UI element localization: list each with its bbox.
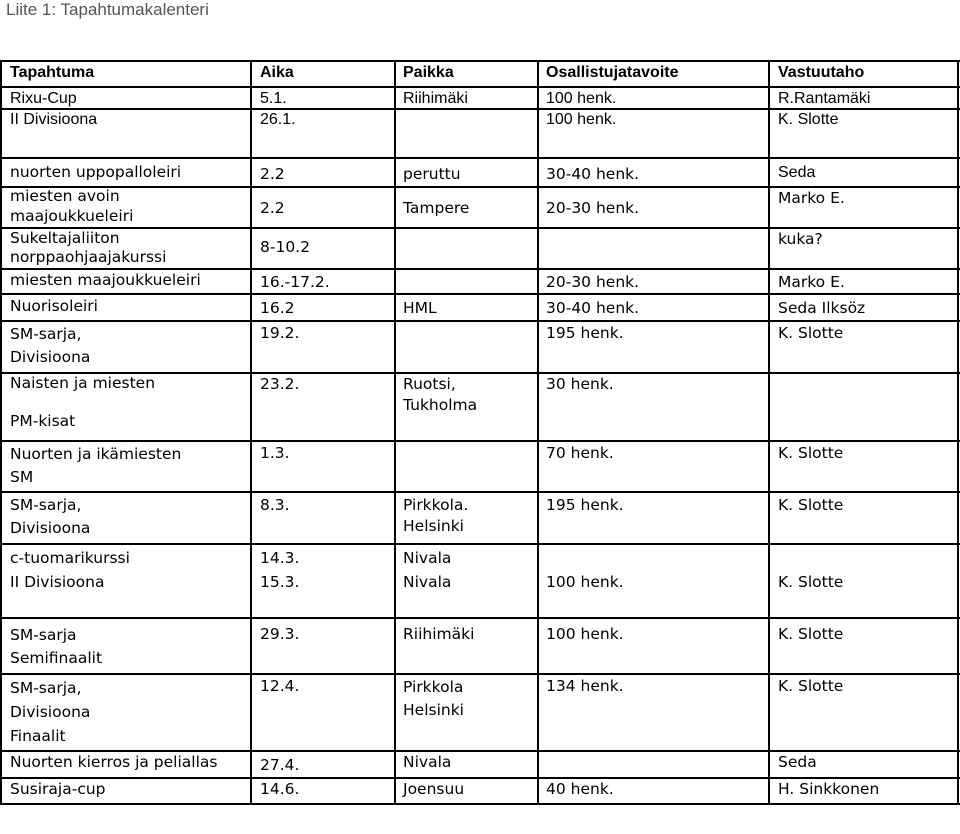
cell-time: 2.2 bbox=[260, 199, 285, 217]
cell-time: 16.2 bbox=[260, 299, 295, 317]
cell-goal: 100 henk. bbox=[546, 625, 624, 643]
cell-place: HML bbox=[403, 299, 437, 317]
cell-event: Susiraja-cup bbox=[10, 780, 106, 798]
cell-time: 12.4. bbox=[260, 677, 300, 695]
cell-owner: K. Slotte bbox=[778, 496, 844, 514]
cell-goal: 20-30 henk. bbox=[546, 199, 640, 217]
row-divider bbox=[0, 440, 960, 442]
cell-owner: R.Rantamäki bbox=[778, 90, 871, 107]
cell-goal: 30-40 henk. bbox=[546, 299, 640, 317]
column-header-vastuutaho: Vastuutaho bbox=[778, 64, 865, 81]
cell-goal: 70 henk. bbox=[546, 444, 614, 462]
cell-time: 2.2 bbox=[260, 165, 285, 183]
cell-goal: 100 henk. bbox=[546, 573, 624, 591]
cell-owner: K. Slotte bbox=[778, 324, 844, 342]
row-divider bbox=[0, 157, 960, 159]
cell-place: Pirkkola. Helsinki bbox=[403, 496, 469, 535]
table-border-bottom bbox=[0, 803, 960, 805]
cell-goal: 100 henk. bbox=[546, 90, 617, 107]
cell-event: Rixu-Cup bbox=[10, 90, 77, 107]
row-divider bbox=[0, 543, 960, 545]
cell-goal: 134 henk. bbox=[546, 677, 624, 695]
cell-event: Sukeltajaliiton norppaohjaajakurssi bbox=[10, 229, 167, 266]
table-border-left bbox=[0, 60, 2, 805]
cell-owner: K. Slotte bbox=[778, 444, 844, 462]
cell-goal: 20-30 henk. bbox=[546, 273, 640, 291]
cell-time: 29.3. bbox=[260, 625, 300, 643]
cell-time: 5.1. bbox=[260, 90, 287, 107]
cell-time: 16.-17.2. bbox=[260, 273, 330, 291]
cell-owner: K. Slotte bbox=[778, 111, 839, 128]
cell-time: 26.1. bbox=[260, 111, 296, 128]
cell-event: nuorten uppopalloleiri bbox=[10, 163, 182, 181]
row-divider bbox=[0, 491, 960, 493]
cell-goal: 30-40 henk. bbox=[546, 165, 640, 183]
cell-event: miesten maajoukkueleiri bbox=[10, 271, 201, 289]
cell-place: Tampere bbox=[403, 199, 470, 217]
cell-event: SM-sarja Semifinaalit bbox=[10, 626, 103, 667]
cell-place: Riihimäki bbox=[403, 625, 475, 643]
cell-owner: K. Slotte bbox=[778, 573, 844, 591]
column-divider bbox=[537, 60, 539, 805]
cell-event: SM-sarja, Divisioona bbox=[10, 496, 91, 537]
cell-time: 23.2. bbox=[260, 375, 300, 393]
cell-time: 27.4. bbox=[260, 756, 300, 774]
row-divider bbox=[0, 320, 960, 322]
cell-place: peruttu bbox=[403, 165, 461, 183]
cell-owner: Marko E. bbox=[778, 189, 845, 207]
cell-time: 14.6. bbox=[260, 780, 300, 798]
cell-event: II Divisioona bbox=[10, 111, 98, 128]
cell-goal: 30 henk. bbox=[546, 375, 614, 393]
cell-event: SM-sarja, Divisioona bbox=[10, 325, 91, 366]
column-header-paikka: Paikka bbox=[403, 64, 454, 81]
cell-event: SM-sarja, Divisioona Finaalit bbox=[10, 679, 91, 745]
page-title: Liite 1: Tapahtumakalenteri bbox=[6, 0, 209, 19]
cell-goal: 195 henk. bbox=[546, 496, 624, 514]
cell-goal: 100 henk. bbox=[546, 111, 617, 128]
column-header-tapahtuma: Tapahtuma bbox=[10, 64, 95, 81]
row-divider bbox=[0, 293, 960, 295]
cell-place: Ruotsi, Tukholma bbox=[403, 375, 478, 414]
cell-owner: Seda bbox=[778, 164, 816, 181]
cell-event: Nuorisoleiri bbox=[10, 297, 98, 315]
cell-time: 8-10.2 bbox=[260, 238, 310, 256]
cell-event: c-tuomarikurssi II Divisioona bbox=[10, 549, 130, 591]
cell-event: Nuorten ja ikämiesten SM bbox=[10, 445, 182, 486]
column-header-osallistujatavoite: Osallistujatavoite bbox=[546, 64, 679, 81]
cell-time: 1.3. bbox=[260, 444, 290, 462]
cell-event: Nuorten kierros ja peliallas bbox=[10, 753, 218, 771]
cell-goal: 40 henk. bbox=[546, 780, 614, 798]
cell-owner: kuka? bbox=[778, 230, 823, 248]
column-header-aika: Aika bbox=[260, 64, 294, 81]
column-divider bbox=[768, 60, 770, 805]
cell-time: 8.3. bbox=[260, 496, 290, 514]
cell-place: Riihimäki bbox=[403, 90, 468, 107]
cell-place: Nivala Nivala bbox=[403, 549, 452, 591]
row-divider bbox=[0, 673, 960, 675]
cell-owner: Marko E. bbox=[778, 273, 845, 291]
cell-owner: Seda Ilksöz bbox=[778, 299, 866, 317]
cell-place: Pirkkola Helsinki bbox=[403, 678, 464, 719]
cell-owner: K. Slotte bbox=[778, 677, 844, 695]
cell-event: miesten avoin maajoukkueleiri bbox=[10, 187, 134, 225]
cell-owner: K. Slotte bbox=[778, 625, 844, 643]
cell-owner: H. Sinkkonen bbox=[778, 780, 880, 798]
cell-place: Nivala bbox=[403, 753, 452, 771]
table-border-right bbox=[957, 60, 959, 805]
cell-goal: 195 henk. bbox=[546, 324, 624, 342]
cell-owner: Seda bbox=[778, 753, 817, 771]
cell-place: Joensuu bbox=[403, 780, 465, 798]
cell-event: Naisten ja miesten PM-kisat bbox=[10, 374, 156, 430]
row-divider bbox=[0, 617, 960, 619]
cell-time: 19.2. bbox=[260, 324, 300, 342]
cell-time: 14.3. 15.3. bbox=[260, 549, 300, 591]
column-divider bbox=[394, 60, 396, 805]
column-divider bbox=[250, 60, 252, 805]
